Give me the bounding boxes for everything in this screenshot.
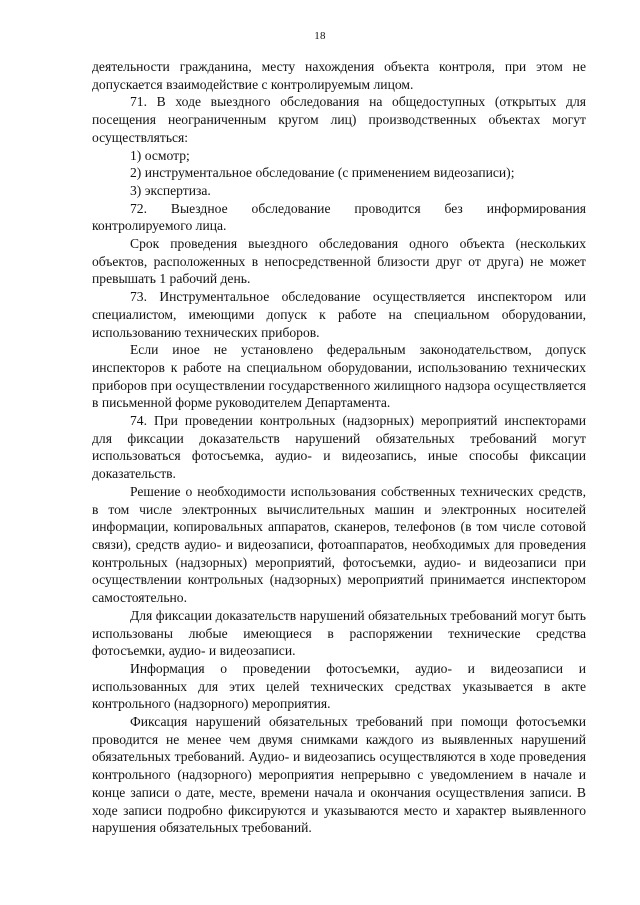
paragraph: 73. Инструментальное обследование осуществляется инспектором или специалистом, имеющими допуск к работе на специальном оборудовании, использованию технических приборов. (92, 289, 586, 340)
paragraph: Срок проведения выездного обследования одного объекта (нескольких объектов, расположенных в непосредственной близости друг от друга) не может превышать 1 рабочий день. (92, 236, 586, 287)
paragraph: деятельности гражданина, месту нахождения объекта контроля, при этом не допускается взаимодействие с контролируемым лицом. (92, 59, 586, 92)
paragraph: 1) осмотр; (130, 147, 190, 163)
paragraph: Для фиксации доказательств нарушений обязательных требований могут быть использованы любые имеющиеся в распоряжении технические средства фотосъемки, аудио- и видеозаписи. (92, 607, 586, 659)
paragraph: Если иное не установлено федеральным законодательством, допуск инспекторов к работе на специальном оборудовании, использованию технических приборов при осуществлении государственного жилищного надзора осуществляется в письменной форме руководителем Департамента. (92, 342, 586, 411)
paragraph: Информация о проведении фотосъемки, аудио- и видеозаписи и использованных для этих целей технических средствах указывается в акте контрольного (надзорного) мероприятия. (92, 660, 586, 712)
paragraph: 72. Выездное обследование проводится без информирования контролируемого лица. (92, 200, 586, 234)
document-body (92, 58, 586, 837)
paragraph: Решение о необходимости использования собственных технических средств, в том числе электронных вычислительных машин и электронных носителей информации, копировальных аппаратов, сканеров, телефонов (в том числе сотовой связи), средств аудио- и видеозаписи, фотоаппаратов, необходимых для проведения контрольных (надзорных) мероприятий, фотосъемки, аудио- и видеозаписи при осуществлении контрольных (надзорных) мероприятий принимается инспектором самостоятельно. (92, 483, 586, 606)
paragraph: Фиксация нарушений обязательных требований при помощи фотосъемки проводится не менее чем двумя снимками каждого из выявленных нарушений обязательных требований. Аудио- и видеозапись осуществляются в ходе проведения контрольного (надзорного) мероприятия непрерывно с уведомлением в начале и конце записи о дате, месте, времени начала и окончания осуществления записи. В ходе записи подробно фиксируются и указываются место и характер выявленного нарушения обязательных требований. (92, 714, 586, 836)
paragraph: 3) экспертиза. (130, 182, 211, 198)
paragraph: 2) инструментальное обследование (с применением видеозаписи); (130, 165, 515, 181)
paragraph: 71. В ходе выездного обследования на общедоступных (открытых для посещения неограниченным кругом лиц) производственных объектах могут осуществляться: (92, 94, 586, 145)
paragraph: 74. При проведении контрольных (надзорных) мероприятий инспекторами для фиксации доказательств нарушений обязательных требований могут использоваться фотосъемка, аудио- и видеозапись, иные способы фиксации доказательств. (92, 413, 586, 482)
page-number: 18 (314, 30, 326, 42)
